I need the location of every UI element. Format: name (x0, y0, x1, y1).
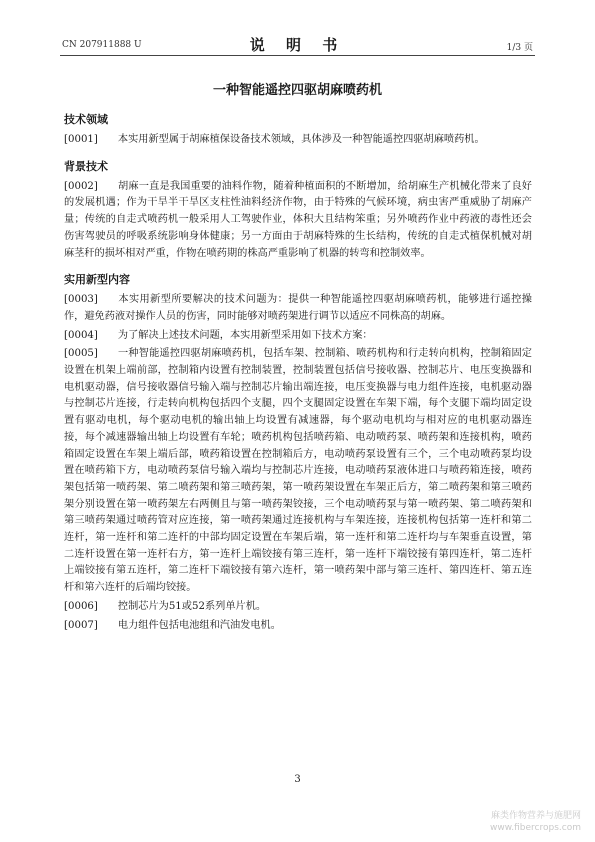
document-title: 一种智能遥控四驱胡麻喷药机 (212, 83, 382, 98)
paragraph-0006 (64, 599, 532, 616)
paragraph-0003 (64, 292, 532, 325)
watermark (490, 810, 581, 834)
paragraph-number: [0005] (64, 348, 98, 360)
paragraph-number: [0003] (64, 294, 98, 306)
paragraph-text: 控制芯片为51或52系列单片机。 (117, 600, 267, 612)
document-body (64, 103, 532, 636)
paragraph-number: [0007] (64, 619, 98, 631)
paragraph-text: 电力组件包括电池组和汽油发电机。 (117, 619, 281, 631)
page-header (0, 0, 595, 56)
paragraph-number: [0004] (64, 329, 98, 341)
paragraph-0005 (64, 346, 532, 597)
paragraph-0004 (64, 328, 532, 345)
section-heading-background: 背景技术 (64, 159, 108, 173)
paragraph-0007 (64, 618, 532, 635)
watermark-url: www.fibercrops.com (490, 823, 581, 833)
paragraph-number: [0006] (64, 600, 98, 612)
paragraph-text: 本实用新型所要解决的技术问题为：提供一种智能遥控四驱胡麻喷药机，能够进行遥控操作，避免药液对操作人员的伤害，同时能够对喷药架进行调节以适应不同株高的胡麻。 (64, 294, 532, 322)
section-heading-content: 实用新型内容 (64, 273, 130, 287)
paragraph-0002 (64, 179, 532, 263)
document-type: 说 明 书 (249, 36, 346, 54)
paragraph-text: 本实用新型属于胡麻植保设备技术领域，具体涉及一种智能遥控四驱胡麻喷药机。 (117, 134, 485, 145)
header-divider (60, 55, 535, 56)
section-heading-field: 技术领域 (64, 113, 108, 126)
watermark-site-name: 麻类作物营养与施肥网 (490, 811, 581, 821)
paragraph-text: 胡麻一直是我国重要的油料作物，随着种植面积的不断增加，给胡麻生产机械化带来了良好的发展机遇；作为干旱半干旱区支柱性油料经济作物，由于特殊的气候环境，病虫害严重威胁了胡麻产量；传统的自走式喷药机一般采用人工驾驶作业，体积大且结构笨重；另外喷药作业中药液的毒性还会伤害驾驶员的呼吸系统影响身体健康；另一方面由于胡麻特殊的生长结构，传统的自走式植保机械对胡麻茎秆的损坏相对严重，作物在喷药期的株高严重影响了机器的转弯和控制效率。 (64, 180, 532, 259)
paragraph-text: 为了解决上述技术问题，本实用新型采用如下技术方案： (117, 329, 373, 341)
paragraph-text: 一种智能遥控四驱胡麻喷药机，包括车架、控制箱、喷药机构和行走转向机构，控制箱固定设置在机架上端前部，控制箱内设置有控制装置，控制装置包括信号接收器、控制芯片、电压变换器和电机驱动器，信号接收器信号输入端与控制芯片输出端连接，电压变换器与电力组件连接，电机驱动器与控制芯片连接，行走转向机构包括四个支腿，四个支腿固定设置在车架下端，每个支腿下端均固定设置有驱动电机，每个驱动电机的输出轴上均设置有减速器，每个驱动电机均与相对应的电机驱动器连接，每个减速器输出轴上均设置有车轮；喷药机构包括喷药箱、电动喷药泵、喷药架和连接机构，喷药箱固定设置在车架上端后部，喷药箱设置在控制箱后方，电动喷药泵设置有三个，三个电动喷药泵均设置在喷药箱下方，电动喷药泵信号输入端均与控制芯片连接，电动喷药泵液体进口与喷药箱连接，喷药架包括第一喷药架、第二喷药架和第三喷药架，第一喷药架设置在车架正后方，第二喷药架和第三喷药架分别设置在第一喷药架左右两侧且与第一喷药架铰接，三个电动喷药泵与第一喷药架、第二喷药架和第三喷药架通过喷药管对应连接，第一喷药架通过连接机构与车架连接，连接机构包括第一连杆和第二连杆，第一连杆和第二连杆的中部均固定设置在车架后端，第一连杆和第二连杆均与车架垂直设置，第二连杆设置在第一连杆右方，第一连杆上端铰接有第三连杆，第一连杆下端铰接有第四连杆，第二连杆上端铰接有第五连杆，第二连杆下端铰接有第六连杆，第一喷药架中部与第三连杆、第四连杆、第五连杆和第六连杆的后端均铰接。 (64, 348, 532, 594)
page-info: 1/3 页 (506, 43, 533, 53)
page-number: 3 (294, 774, 301, 785)
paragraph-number: [0001] (64, 134, 98, 145)
patent-number: CN 207911888 U (62, 40, 142, 50)
paragraph-0001 (64, 132, 532, 149)
paragraph-number: [0002] (64, 180, 98, 192)
